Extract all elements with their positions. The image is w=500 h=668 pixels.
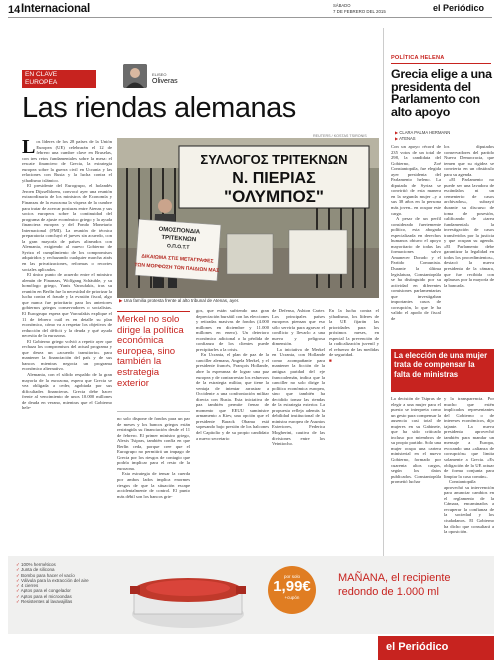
photo-credit: REUTERS / KOSTAS TSIRONIS	[313, 134, 367, 138]
ad-feature: ✓ 4 cierres	[16, 583, 89, 588]
sign-line-4: ΔΙΚΑΙΩΜΑ ΣΤΙΣ ΜΕΤΑΓΡΑΦΕΣ	[141, 253, 214, 265]
paragraph: Esta estrategia de tensar la cuerda por ambos lados implica enormes riesgos de que la situación escape accidentalmente de control. El punto más débil son los bancos grie-	[117, 471, 190, 499]
sign-line-1: ΟΜΟΣΠΟΝΔΙΑ	[158, 226, 201, 236]
ad-feature: ✓ Aptos para el congelador	[16, 588, 89, 593]
section-title: Internacional	[21, 3, 90, 15]
kicker-line-1: EN CLAVE	[25, 71, 58, 78]
paragraph: El Gobierno griego volvió a repetir ayer que rechaza los compromisos del actual programa y que desea un «acuerdo transitorio» para mantener la financiación del país y de sus bancos mientras negocia un programa económico alternativo.	[22, 338, 112, 372]
photo-caption: ▶ Una familia protesta frente al alto tribunal de Atenas, ayer.	[119, 298, 240, 303]
main-article-column-4	[272, 308, 325, 552]
issue-date: 7 DE FEBRERO DEL 2015	[333, 9, 386, 14]
paragraph: El presidente del Eurogrupo, el holandés Jeroen Dijsselbloem, convocó ayer una reunión extraordinaria de los ministros de Economía y Finanzas de la eurozona la víspera de la cumbre para tratar de acercar posturas entre Atenas y sus socios europeos sobre la continuidad del programa de ajuste económico griego y la ayuda financiera europea y del Fondo Monetario Internacional (FMI). La reunión de técnica preparatoria concluyó el jueves sin acuerdo, con la gran mayoría de países alineados con Alemania, exigiendo al nuevo Gobierno de Syriza el cumplimiento de los compromisos adquiridos y rechazando cualquier marcha atrás en las privatizaciones, reformas o recortes sociales aplicados.	[22, 183, 112, 272]
paragraph: La decisión de Tsipras de elegir a una mujer para el puesto se interpreta como un gesto para compensar la ausencia casi total de mujeres en su Gabinete, que ha sido criticado incluso por miembros de su propio partido. Solo una mujer ocupa una cartera ministerial en el nuevo Gobierno, formado por cuarenta altos cargos, según los datos publicados. Constantopúla prometió luchar	[391, 396, 441, 485]
banner-line-1: ΣΥΛΛΟΓΟΣ ΤΡΙΤΕΚΝΩΝ	[200, 152, 348, 167]
pull-quote-headline: Merkel no solo dirige la política económica europea, sino también la estrategia exterior	[117, 314, 184, 389]
author-first-name: ELISEO	[152, 72, 167, 77]
right-article-city: ▶ ATENAS	[395, 136, 416, 141]
banner-line-2: Ν. ΠΙΕΡΙΑΣ	[232, 170, 316, 187]
paragraph: no solo dispone de fondos para un par de meses y los bancos griegos están restringida su financiación desde el 11 de febrero. El primer ministro griego, Alexis Tsipras, también confía en que Berlín ceda, porque cree que el Eurogrupo no permitirá un impago de Grecia por los riesgos de contagio que podría implicar para el resto de la eurozona.	[117, 416, 190, 471]
sidebar-rule	[117, 311, 190, 312]
author-last-name: Oliveras	[152, 78, 178, 85]
right-article-headline: Grecia elige a una presidenta del Parlamento con alto apoyo	[391, 67, 492, 119]
main-photo	[117, 138, 379, 298]
paragraph: El único punto de acuerdo entre el ministro alemán de Finanzas, Wolfgang Schäuble, y su homólogo griego, Yanis Varoufakis, tras su reunión en Berlín fue la necesidad de priorizar la lucha contra el fraude y la evasión fiscal, algo que nunca fue prioritario para los anteriores gobiernos griegos conservadores o socialistas. El Eurogrupo espera que Varoufakis explique el 11 de febrero cuál es en detalle su plan económico, cómo va a respetar los objetivos de reducción del déficit y la deuda y qué ayuda necesita de la eurozona.	[22, 272, 112, 339]
right-article-column-4	[444, 396, 494, 552]
page-number: 14	[8, 4, 21, 16]
main-headline: Las riendas alemanas	[22, 92, 296, 124]
paragraph: Constantopúla aprovechó su intervención para anunciar cambios en el reglamento de la Cámara, encaminados a recuperar la confianza de la sociedad y los ciudadanos. El Gobierno ha dicho que consultará a la oposición.	[444, 479, 494, 535]
container-product-image	[128, 570, 248, 632]
paragraph: En Ucrania, el plan de paz de la canciller alemana, Angela Merkel, y el presidente francés, François Hollande, abre la esperanza de lograr una paz europea y de contrarrestar los esfuerzos de la estrategia militar, que tiene la ventaja de intentar arrastrar a Occidente a una confrontación militar directa con Rusia. Esta iniciativa de paz también permite frenar de momento que EEUU suministre armamento a Kiev, una opción que el presidente Barack Obama está sopesando bajo presión de los halcones del Capitolio y de su propio candidato a nuevo secretario	[196, 352, 269, 441]
ad-title-line-1: MAÑANA, el recipiente	[338, 572, 451, 584]
main-article-column-1	[22, 139, 112, 552]
location-arrow-icon: ▶	[395, 136, 400, 141]
advertisement[interactable]	[8, 556, 494, 664]
right-article-column-1	[391, 144, 441, 349]
paragraph: En la lucha contra el yihadismo, los líderes de la UE fijarán las prioridades para los próximos meses, en especial la prevención de la radicalización juvenil y el refuerzo de las medidas de seguridad.	[329, 308, 379, 358]
ad-feature: ✓ Aptos para el microondas	[16, 594, 89, 599]
right-article-kicker: POLÍTICA HELENA	[391, 55, 445, 61]
paragraph: La iniciativa de Merkel en Ucrania, con Hollande como acompañante para mantener la ficción de la antigua paridad del eje francoalemán, indica que la canciller no solo dirige la política económica europea, sino que también ha decidido tomar las riendas de la estrategia exterior. La propuesta refleja además la debilidad institucional de la ministra europea de Asuntos Exteriores, Federica Mogherini, cautiva de las divisiones entre los Veintiocho.	[272, 346, 325, 447]
sign-line-2: ΤΡΙΤΕΚΝΩΝ	[161, 234, 197, 244]
paragraph: A pesar de un perfil considerado fuertemente político, esta abogada especializada en derechos humanos obtuvo el apoyo mayoritario de todas las formaciones salvo Amanecer Dorado y el Partido Comunista. Durante la última legislatura, Constantopúla se ha distinguido por su actividad en diferentes comisiones parlamentarias que investigaban importantes casos de corrupción, lo que le ha valido el apodo de fiscal de	[391, 216, 441, 321]
paragraph: Alemania, con el sólido respaldo de la gran mayoría de la eurozona, espera que Grecia se vea obligada a ceder, agobiada por sus dificultades financieras. Grecia debe hacer frente al vencimiento de unos 10.000 millones de deuda en verano, mientras que el Gobierno hele-	[22, 371, 112, 411]
ad-feature-list	[16, 562, 89, 604]
caption-arrow-icon: ▶	[119, 298, 124, 303]
ad-title-line-2: redondo de 1.000 ml	[338, 586, 439, 598]
paragraph: los diputados conservadores del partido Nueva Democracia, que temen que su rigidez se convierta en un obstáculo para su agenda.	[444, 144, 494, 177]
paragraph: de Defensa, Ashton Carter. Los principales países europeos piensan que eso sólo serviría para agravar el conflicto y llevarlo a una nueva y peligrosa dimensión.	[272, 308, 325, 347]
price-coupon: +cupón	[284, 595, 300, 600]
header-rule	[8, 17, 492, 18]
main-article-column-3	[196, 308, 269, 552]
right-article-column-2	[444, 144, 494, 349]
price-label: por solo	[283, 574, 300, 579]
paragraph: «El Parlamento no puede ser una lavadora de escándalos ni un cementerio de casos archivados», subrayó durante su discurso de toma de posesión, calificando de «tarea fundamental» la investigación de casos transferidos por la justicia y que ocupan su agenda. «El Parlamento debe garantizar la legalidad en todos los procedimientos», destacó la nueva presidenta de la cámara, que fue recibida con aplausos por la mayoría de la bancada.	[444, 177, 494, 288]
issue-day: SÁBADO	[333, 3, 351, 8]
paragraph: Los líderes de los 28 países de la Unión Europea (UE) celebrarán el 12 de febrero una cumbre clave en Bruselas, con tres retos fundamentales sobre la mesa: el rescate financiero de Grecia, la estrategia europea sobre la guerra civil en Ucrania y las relaciones con Rusia y la lucha contra el yihadismo islámico.	[22, 139, 112, 183]
main-article-column-5	[329, 308, 379, 552]
right-article-rule	[391, 63, 491, 64]
ad-feature: ✓ Bombo para hacer el vacío	[16, 573, 89, 578]
price-badge	[268, 566, 316, 614]
price-value: 1,99€	[273, 578, 311, 595]
ad-feature: ✓ Resistentes al lavavajillas	[16, 599, 89, 604]
paragraph: Con un apoyo récord de 235 votos de un total de 298, la candidata del Gobierno, Zoé Constantopúla, fue elegida ayer presidenta del Parlamento heleno. La diputada de Syriza se convirtió de esta manera en la segunda mujer –y a sus 38 años en la persona más joven– en ocupar este cargo.	[391, 144, 441, 216]
sidebar-separator	[117, 411, 190, 412]
column-divider	[383, 28, 384, 556]
author-arrow-icon: ▶	[395, 130, 400, 135]
ad-feature: ✓ 100% herméticos	[16, 562, 89, 567]
sign-line-5: ΤΩΝ ΜΟΡΦΩΣΗ ΤΩΝ ΠΑΙΔΙΩΝ ΜΑΣ	[134, 262, 220, 274]
right-article-column-3	[391, 396, 441, 552]
right-article-author: ▶ CLARA PALMA HERMANN	[395, 130, 451, 135]
highlight-box-headline: La elección de una mujer trata de compensar la falta de ministras	[394, 351, 488, 379]
banner-line-3: "ΟΛΥΜΠΟΣ"	[224, 187, 324, 206]
kicker-line-2: EUROPEA	[25, 79, 58, 86]
ad-feature: ✓ Válvula para la extracción del aire	[16, 578, 89, 583]
newspaper-brand: el Periódico	[433, 3, 485, 13]
column-kicker	[22, 70, 96, 88]
ad-brand: el Periódico	[378, 636, 494, 660]
end-mark-icon: ■	[329, 357, 332, 363]
author-avatar	[123, 64, 147, 88]
sign-line-3: Ο.Π.Ο.Τ.Τ	[166, 243, 190, 251]
paragraph: y la transparencia. Por mucho que estén implicados representantes del Gobierno o de intereses económicos, dijo tajante. La nueva presidenta aprovechó también para mandar un mensaje a Europa, evocando una «alianza de corrupción» que limita solamente a Grecia. «Es obligación de la UE actuar de forma conjunta para limpiar la casa común».	[444, 396, 494, 479]
ad-feature: ✓ Junta de silicona	[16, 567, 89, 572]
paragraph: gos, que están sufriendo una gran depreciación bursátil con las elecciones y retiradas masivas de fondos (4.000 millones en diciembre y 11.000 millones en enero). Un deterioro económico adicional o la pérdida de confianza de los clientes puede precipitarles a la crisis.	[196, 308, 269, 352]
main-article-column-2	[117, 416, 190, 552]
